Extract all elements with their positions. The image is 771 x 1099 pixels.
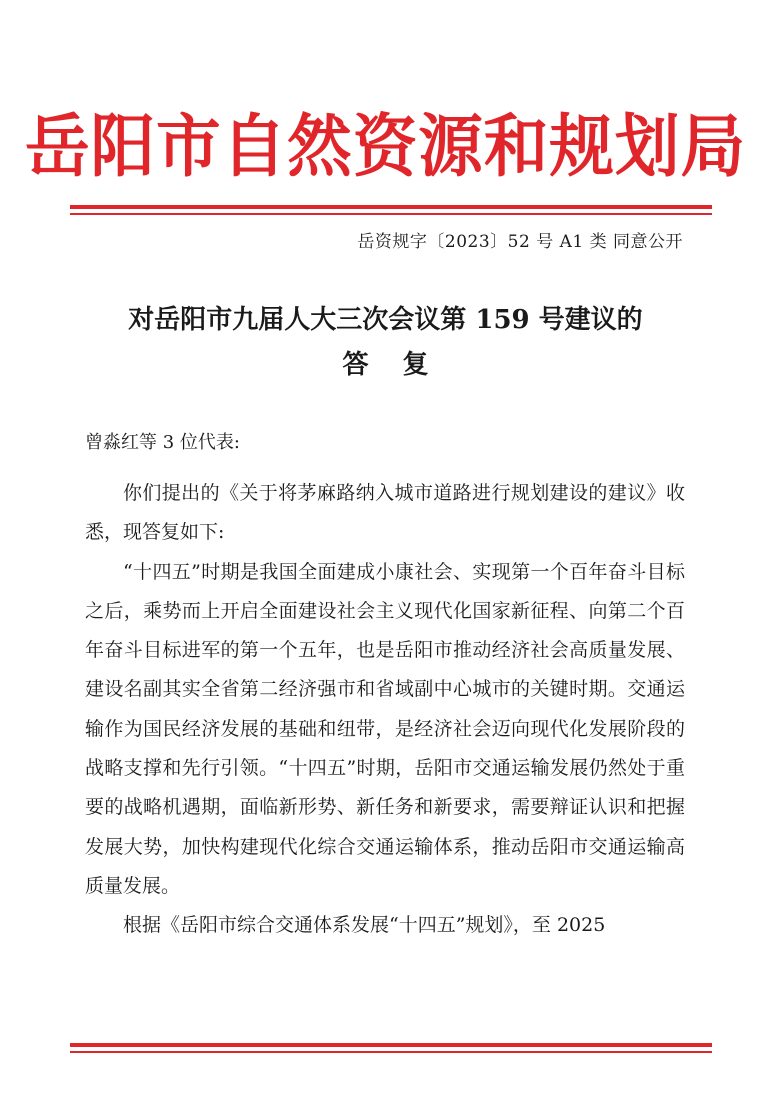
document-number: 岳资规字〔2023〕52 号 A1 类 同意公开 bbox=[357, 232, 683, 252]
document-title-reply: 答复 bbox=[342, 350, 463, 380]
document-title: 对岳阳市九届人大三次会议第 159 号建议的 bbox=[128, 305, 643, 335]
header-divider-thin bbox=[70, 213, 712, 215]
body-paragraph: “十四五”时期是我国全面建成小康社会、实现第一个百年奋斗目标之后，乘势而上开启全面建设社会主义现代化国家新征程、向第二个百年奋斗目标进军的第一个五年，也是岳阳市推动经济社会高质量发展、建设名副其实全省第二经济强市和省域副中心城市的关键时期。交通运输作为国民经济发展的基础和纽带，是经济社会迈向现代化发展阶段的战略支撑和先行引领。“十四五”时期，岳阳市交通运输发展仍然处于重要的战略机遇期，面临新形势、新任务和新要求，需要辩证认识和把握发展大势，加快构建现代化综合交通运输体系，推动岳阳市交通运输高质量发展。 bbox=[85, 560, 685, 897]
footer-divider-thin bbox=[70, 1051, 712, 1053]
agency-masthead: 岳阳市自然资源和规划局 bbox=[24, 108, 747, 187]
document-body bbox=[85, 474, 685, 946]
body-paragraph: 根据《岳阳市综合交通体系发展“十四五”规划》，至 2025 bbox=[123, 914, 606, 937]
salutation: 曾淼红等 3 位代表: bbox=[85, 432, 240, 453]
body-paragraph: 你们提出的《关于将茅麻路纳入城市道路进行规划建设的建议》收悉，现答复如下: bbox=[85, 482, 685, 544]
header-divider-thick bbox=[70, 205, 712, 209]
footer-divider-thick bbox=[70, 1043, 712, 1047]
